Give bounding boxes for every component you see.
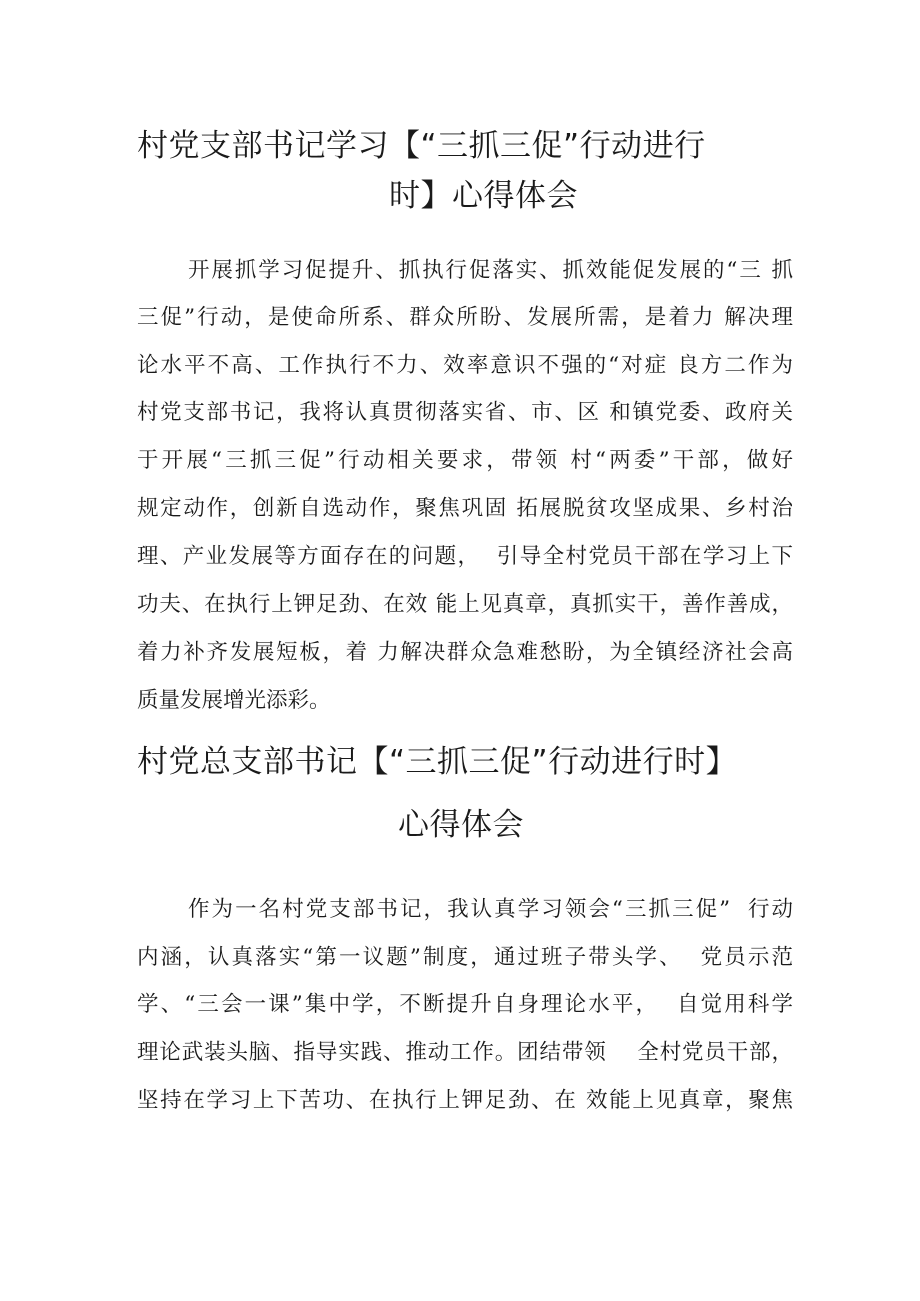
section-1-paragraph-line: 功夫、在执行上钾足劲、在效 能上见真章，真抓实干，善作善成，	[137, 592, 793, 617]
section-1-paragraph-line: 村党支部书记，我将认真贯彻落实省、市、区 和镇党委、政府关	[137, 400, 793, 425]
section-2-paragraph-line: 内涵，认真落实“第一议题”制度，通过班子带头学、 党员示范	[137, 945, 793, 970]
section-1-title-line-1: 村党支部书记学习【“三抓三促”行动进行	[137, 128, 706, 164]
section-1-paragraph-line: 三促”行动，是使命所系、群众所盼、发展所需，是着力 解决理	[137, 305, 793, 330]
section-1-paragraph-line: 着力补齐发展短板，着 力解决群众急难愁盼，为全镇经济社会高	[137, 640, 793, 665]
section-1-title-line-2: 时】心得体会	[389, 178, 578, 214]
section-1-paragraph-line: 质量发展增光添彩。	[137, 688, 331, 713]
section-2-paragraph-line: 学、“三会一课”集中学，不断提升自身理论水平， 自觉用科学	[137, 992, 793, 1017]
section-2-title-line-1: 村党总支部书记【“三抓三促”行动进行时】	[137, 744, 738, 780]
section-1-paragraph-line: 规定动作，创新自选动作，聚焦巩固 拓展脱贫攻坚成果、乡村治	[137, 496, 793, 521]
section-1-paragraph-line: 开展抓学习促提升、抓执行促落实、抓效能促发展的“三 抓	[188, 258, 793, 283]
section-2-paragraph-line: 坚持在学习上下苦功、在执行上钾足劲、在 效能上见真章，聚焦	[137, 1088, 793, 1113]
section-2-paragraph-line: 作为一名村党支部书记，我认真学习领会“三抓三促” 行动	[188, 897, 793, 922]
section-2-paragraph-line: 理论武装头脑、指导实践、推动工作。团结带领 全村党员干部，	[137, 1040, 793, 1065]
section-1-paragraph-line: 理、产业发展等方面存在的问题， 引导全村党员干部在学习上下	[137, 544, 793, 569]
section-1-paragraph-line: 于开展“三抓三促”行动相关要求，带领 村“两委”干部，做好	[137, 448, 793, 473]
section-1-paragraph-line: 论水平不高、工作执行不力、效率意识不强的“对症 良方二作为	[137, 353, 793, 378]
section-2-title-line-2: 心得体会	[398, 807, 524, 843]
